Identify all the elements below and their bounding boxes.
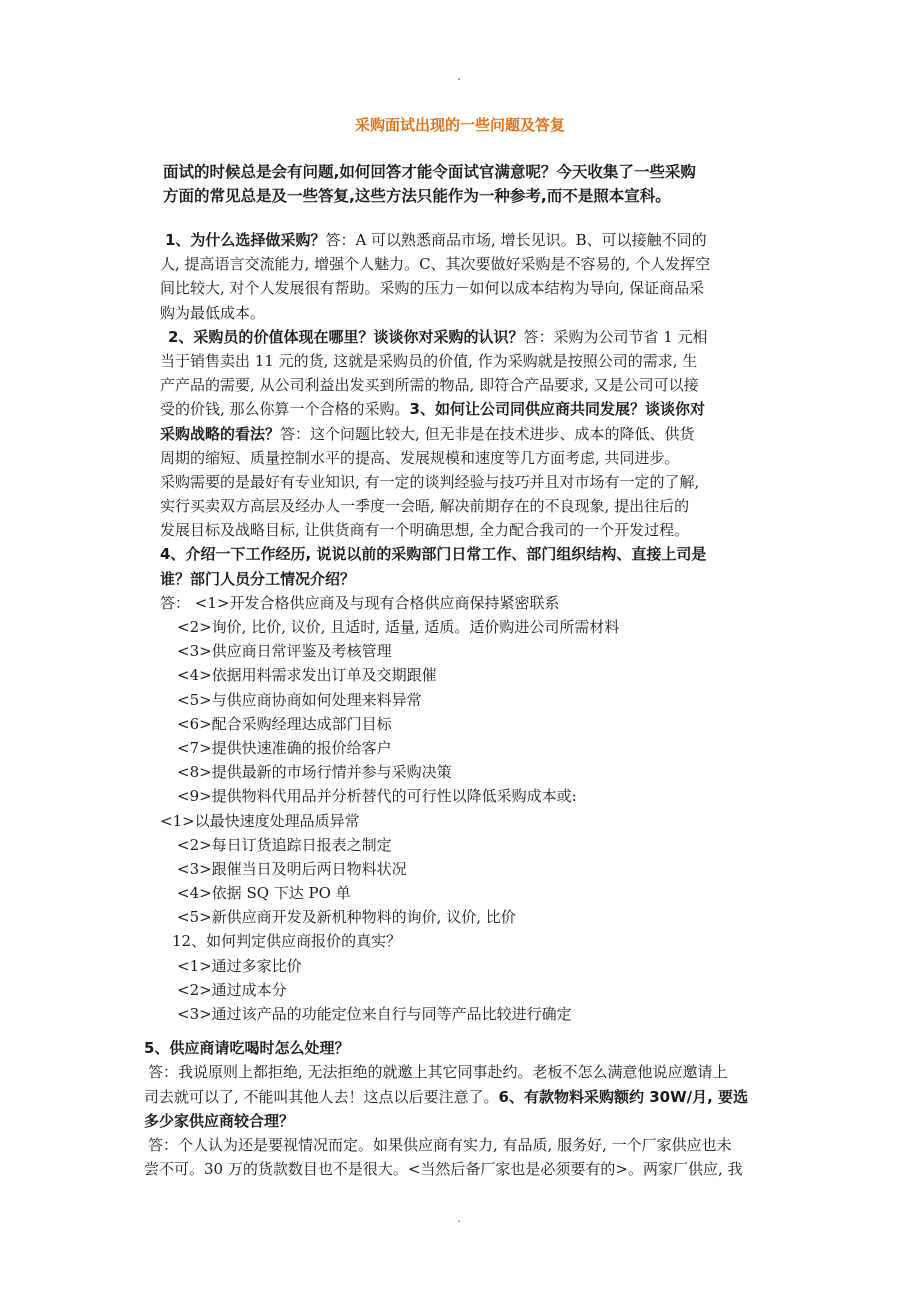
line-text: <4>依据 SQ 下达 PO 单	[177, 884, 351, 903]
line-text: 答： <1>开发合格供应商及与现有合格供应商保持紧密联系	[160, 593, 560, 612]
line-text: <7>提供快速准确的报价给客户	[177, 738, 392, 757]
line-text: 发展目标及战略目标, 让供货商有一个明确思想, 全力配合我司的一个开发过程。	[160, 521, 690, 540]
question-heading: 谁？部门人员分工情况介绍？	[160, 569, 356, 588]
header-dot: .	[457, 69, 461, 83]
text-line	[0, 518, 920, 542]
line-text: <5>与供应商协商如何处理来料异常	[177, 690, 422, 709]
question-heading: 2、采购员的价值体现在哪里？谈谈你对采购的认识？	[168, 327, 524, 346]
text-line	[0, 881, 920, 905]
question-heading: 采购战略的看法？	[160, 424, 281, 443]
text-line	[0, 276, 920, 300]
text-line	[0, 301, 920, 325]
text-line	[0, 663, 920, 687]
line-text: <8>提供最新的市场行情并参与采购决策	[177, 763, 452, 782]
line-text: 12、如何判定供应商报价的真实？	[172, 932, 402, 951]
document-body	[0, 228, 920, 1181]
text-line	[0, 978, 920, 1002]
text-line	[0, 833, 920, 857]
intro-line: 面试的时候总是会有问题,如何回答才能令面试官满意呢？今天收集了一些采购	[163, 163, 696, 181]
text-line	[0, 397, 920, 421]
question-heading: 4、介绍一下工作经历, 说说以前的采购部门日常工作、部门组织结构、直接上司是	[160, 545, 707, 564]
line-text: <5>新供应商开发及新机种物料的询价, 议价, 比价	[177, 908, 516, 927]
question-heading: 3、如何让公司同供应商共同发展？谈谈你对	[409, 400, 705, 419]
text-line	[0, 688, 920, 712]
line-text: 周期的缩短、质量控制水平的提高、发展规模和速度等几方面考虑, 共同进步。	[160, 448, 680, 467]
line-text: 答：个人认为还是要视情况而定。如果供应商有实力, 有品质, 服务好, 一个厂家供应也未	[148, 1135, 732, 1154]
text-line	[0, 1002, 920, 1026]
intro-line: 方面的常见总是及一些答复,这些方法只能作为一种参考,而不是照本宣科。	[163, 187, 671, 205]
text-line	[0, 591, 920, 615]
question-heading: 多少家供应商较合理？	[144, 1111, 295, 1130]
paragraph-gap	[0, 1026, 920, 1036]
footer-dot: .	[457, 1211, 461, 1225]
text-line	[0, 567, 920, 591]
text-line	[0, 373, 920, 397]
text-line	[0, 760, 920, 784]
line-text: 购为最低成本。	[160, 303, 266, 322]
text-line	[0, 809, 920, 833]
line-text: 司去就可以了, 不能叫其他人去！这点以后要注意了。	[144, 1087, 499, 1106]
text-line	[0, 712, 920, 736]
line-text: 答：采购为公司节省 1 元相	[523, 327, 708, 346]
line-text: <9>提供物料代用品并分析替代的可行性以降低采购成本或:	[177, 787, 577, 806]
line-text: <2>通过成本分	[177, 980, 287, 999]
line-text: 采购需要的是最好有专业知识, 有一定的谈判经验与技巧并且对市场有一定的了解,	[160, 472, 700, 491]
line-text: <6>配合采购经理达成部门目标	[177, 714, 392, 733]
text-line	[0, 1109, 920, 1133]
text-line	[0, 1133, 920, 1157]
line-text: 答：我说原则上都拒绝, 无法拒绝的就邀上其它同事赴约。老板不怎么满意他说应邀请上	[148, 1063, 728, 1082]
line-text: 人, 提高语言交流能力, 增强个人魅力。C、其次要做好采购是不容易的, 个人发挥空	[160, 255, 711, 274]
text-line	[0, 494, 920, 518]
text-line	[0, 542, 920, 566]
text-line	[0, 422, 920, 446]
text-line	[0, 1157, 920, 1181]
text-line	[0, 784, 920, 808]
line-text: <3>通过该产品的功能定位来自行与同等产品比较进行确定	[177, 1005, 572, 1023]
text-line	[0, 252, 920, 276]
question-heading: 1、为什么选择做采购？	[165, 231, 326, 249]
line-text: <1>以最快速度处理品质异常	[160, 811, 360, 830]
line-text: <3>跟催当日及明后两日物料状况	[177, 859, 407, 878]
text-line	[0, 905, 920, 929]
text-line	[0, 446, 920, 470]
text-line	[0, 954, 920, 978]
line-text: 实行买卖双方高层及经办人一季度一会晤, 解决前期存在的不良现象, 提出往后的	[160, 497, 690, 516]
line-text: 当于销售卖出 11 元的货, 这就是采购员的价值, 作为采购就是按照公司的需求, 生	[160, 351, 698, 370]
text-line	[0, 639, 920, 663]
line-text: <2>每日订货追踪日报表之制定	[177, 835, 392, 854]
text-line	[0, 470, 920, 494]
text-line	[0, 325, 920, 349]
line-text: 尝不可。30 万的货款数目也不是很大。<当然后备厂家也是必须要有的>。两家厂供应, 我	[144, 1160, 743, 1179]
line-text: <3>供应商日常评鉴及考核管理	[177, 642, 392, 661]
line-text: 产产品的需要, 从公司利益出发买到所需的物品, 即符合产品要求, 又是公司可以接	[160, 376, 699, 395]
text-line	[0, 615, 920, 639]
intro-paragraph	[163, 160, 763, 208]
text-line	[0, 1036, 920, 1060]
text-line	[0, 228, 920, 252]
line-text: <4>依据用料需求发出订单及交期跟催	[177, 666, 437, 685]
line-text: <1>通过多家比价	[177, 956, 302, 975]
text-line	[0, 1060, 920, 1084]
text-line	[0, 857, 920, 881]
page-title: 采购面试出现的一些问题及答复	[354, 116, 565, 134]
text-line	[0, 929, 920, 953]
question-heading: 5、供应商请吃喝时怎么处理？	[144, 1039, 350, 1058]
text-line	[0, 736, 920, 760]
text-line	[0, 349, 920, 373]
line-text: <2>询价, 比价, 议价, 且适时, 适量, 适质。适价购进公司所需材料	[177, 618, 620, 636]
line-text: 间比较大, 对个人发展很有帮助。采购的压力－如何以成本结构为导向, 保证商品采	[160, 279, 705, 298]
line-text: 答：这个问题比较大, 但无非是在技术进步、成本的降低、供货	[280, 424, 695, 443]
line-text: 答：A 可以熟悉商品市场, 增长见识。B、可以接触不同的	[325, 231, 707, 249]
question-heading: 6、有款物料采购额约 30W/月, 要选	[498, 1087, 749, 1106]
line-text: 受的价钱, 那么你算一个合格的采购。	[160, 400, 410, 419]
text-line	[0, 1085, 920, 1109]
